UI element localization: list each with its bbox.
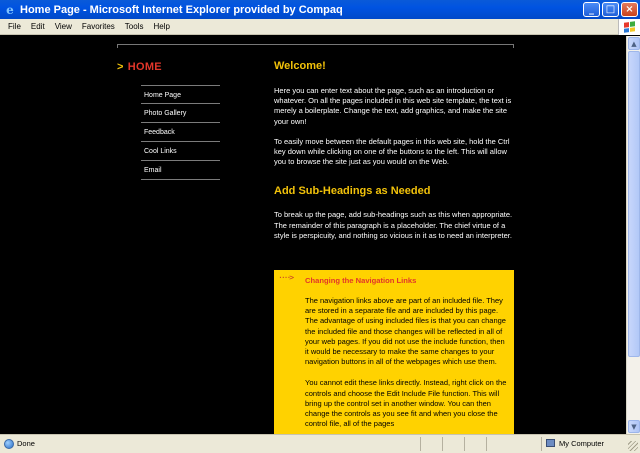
nav-heading (117, 61, 162, 73)
callout-paragraph: You cannot edit these links directly. Instead, right click on the controls and choose the Edit Include File function. This will bring up the control set in another window. You can then change the controls as you see fit and when you close the control file, all of the pages (305, 378, 507, 429)
navigation-tip-paragraph: To easily move between the default pages in this web site, hold the Ctrl key down while clicking on one of the buttons to the left. This will allow you to browse the site just as you would on the Web. (274, 136, 510, 167)
menu-help[interactable]: Help (153, 22, 170, 31)
windows-flag-icon (618, 19, 640, 35)
scroll-thumb[interactable] (628, 51, 640, 357)
status-separator (486, 437, 487, 451)
window-title: Home Page - Microsoft Internet Explorer provided by Compaq (20, 3, 343, 16)
maximize-button[interactable]: □ (602, 2, 619, 17)
scroll-up-arrow-icon[interactable]: ▲ (628, 37, 640, 50)
chevron-right-icon: > (117, 61, 124, 73)
status-separator (464, 437, 465, 451)
nav-link-email[interactable]: Email (141, 161, 220, 180)
arrow-right-icon: ····> (278, 273, 293, 282)
callout-paragraph: The navigation links above are part of an included file. They are stored in a separate file and are included by this page. The advantage of using included files is that you can change the included file and those changes will be reflected in all of your web pages. If you did not use the include function, then it would be necessary to make the same changes to your navigation buttons in all of the webpages which use them. (305, 296, 506, 367)
nav-link-photo-gallery[interactable]: Photo Gallery (141, 104, 220, 123)
nav-link-home-page[interactable]: Home Page (141, 85, 220, 104)
menu-tools[interactable]: Tools (124, 22, 144, 31)
menu-bar (0, 19, 640, 35)
page-done-icon (4, 439, 14, 449)
vertical-scrollbar[interactable] (626, 36, 640, 434)
subheading: Add Sub-Headings as Needed (274, 185, 431, 198)
resize-grip[interactable] (628, 441, 638, 451)
callout-body (305, 296, 508, 429)
menu-file[interactable]: File (8, 22, 21, 31)
page-viewport[interactable] (0, 36, 626, 434)
close-button[interactable]: × (621, 2, 638, 17)
minimize-button[interactable]: _ (583, 2, 600, 17)
callout-title: Changing the Navigation Links (305, 276, 417, 285)
scroll-down-arrow-icon[interactable]: ▼ (628, 420, 640, 433)
status-bar (0, 434, 640, 453)
callout-box (274, 270, 514, 434)
menu-favorites[interactable]: Favorites (81, 22, 115, 31)
intro-paragraph: Here you can enter text about the page, such as an introduction or whatever. On all the pages included in this web site template, the text is merely a boilerplate. Change the text, add graphics, and make the site your own! (274, 86, 512, 126)
nav-link-feedback[interactable]: Feedback (141, 123, 220, 142)
nav-link-cool-links[interactable]: Cool Links (141, 142, 220, 161)
menu-edit[interactable]: Edit (30, 22, 45, 31)
status-separator (442, 437, 443, 451)
top-divider (117, 44, 514, 45)
title-bar[interactable] (0, 0, 640, 19)
subheading-paragraph: To break up the page, add sub-headings such as this when appropriate. The remainder of this paragraph is a placeholder. The chief virtue of a style is perspicuity, and nothing so vicious in it as to need an interpreter. (274, 210, 513, 240)
my-computer-icon (546, 439, 555, 447)
nav-heading-label: HOME (127, 61, 162, 73)
main-content (274, 60, 516, 241)
ie-logo-icon: e (6, 2, 14, 17)
status-text: Done (17, 439, 35, 448)
nav-list (141, 85, 220, 180)
status-separator (541, 437, 542, 451)
menu-view[interactable]: View (54, 22, 72, 31)
welcome-heading: Welcome! (274, 60, 326, 72)
status-separator (420, 437, 421, 451)
security-zone-label: My Computer (559, 439, 605, 448)
